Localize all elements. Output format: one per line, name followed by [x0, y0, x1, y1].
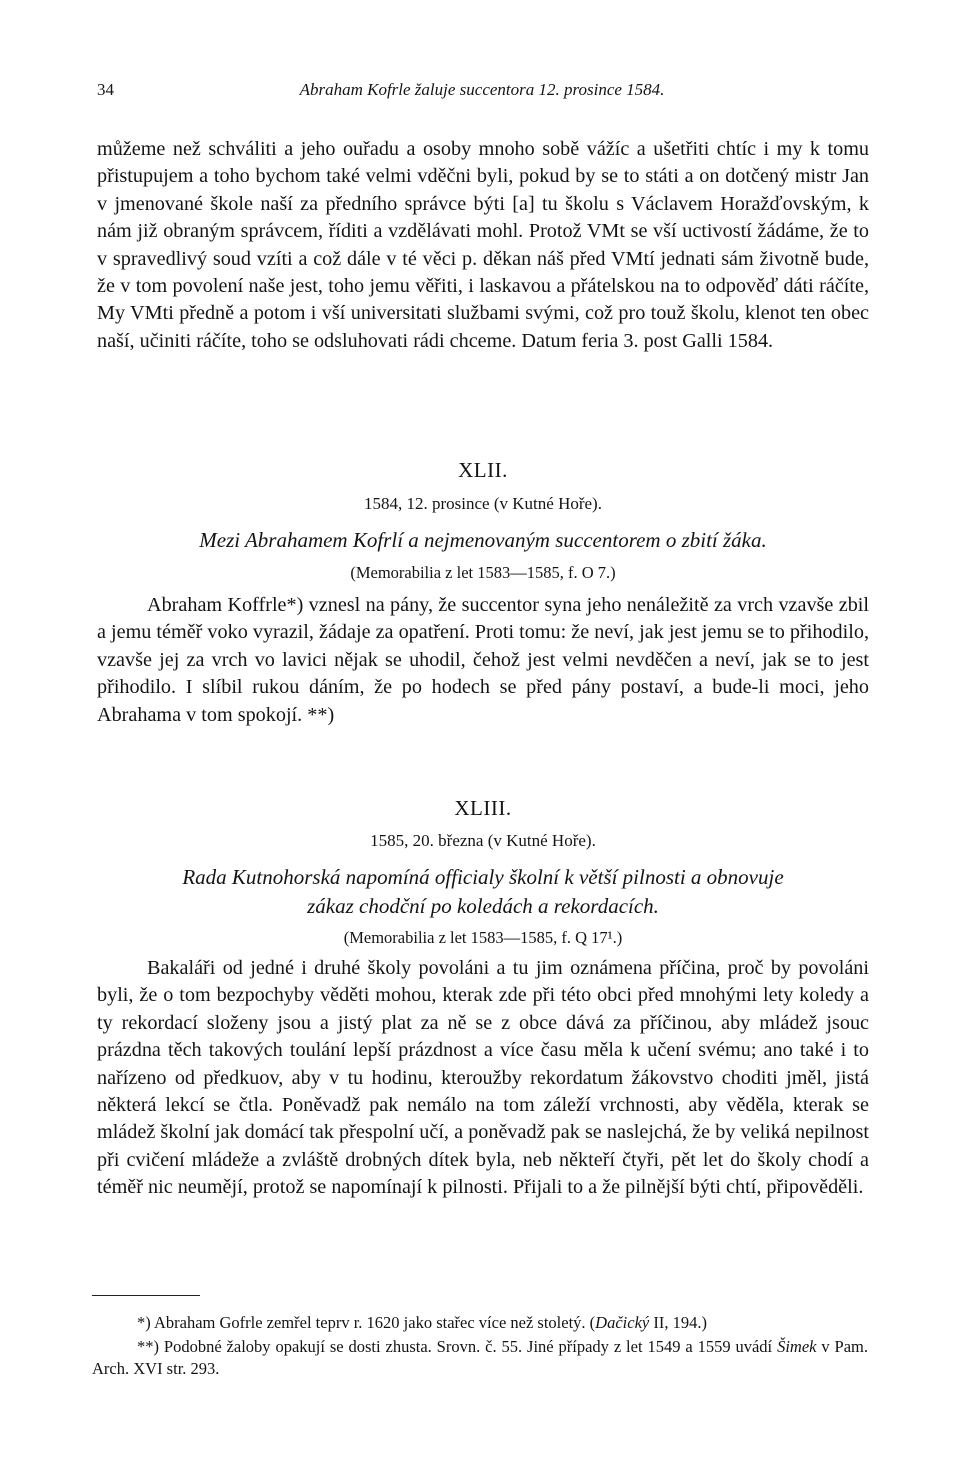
section-42-source: (Memorabilia z let 1583—1585, f. O 7.) [350, 563, 616, 582]
footnote-1-text: *) Abraham Gofrle zemřel teprv r. 1620 jako stařec více než stoletý. ( [137, 1313, 596, 1332]
section-43-source: (Memorabilia z let 1583—1585, f. Q 17¹.) [343, 928, 623, 947]
section-43-heading-line-1: Rada Kutnohorská napomíná officialy školní k větší pilnosti a obnovuje [182, 865, 784, 889]
section-43-numeral: XLIII. [454, 796, 512, 820]
footnote-2-italic: Šimek [777, 1337, 817, 1356]
continued-paragraph: můžeme než schváliti a jeho ouřadu a osoby mnoho sobě vážíc a ušetřiti chtíc i my k tomu přistupujem a toho bychom také velmi vděčni byli, pokud by se to státi a on dotčený mistr Jan v jmenované škole naší za předního správce býti [a] tu školu s Václavem Horažďovským, k nám již obraným správcem, říditi a vzdělávati mohl. Protož VMt se vší uctivostí žádáme, že to v spravedlivý soud vzíti a což dále v té věci p. děkan náš před VMtí jednati sám životně bude, že v tom povolení naše jest, toho jemu věřiti, i laskavou a přátelskou na to odpověď dáti ráčíte, My VMti předně a potom i vší universitati službami svými, což pro touž školu, klenot ten obec naší, učiniti ráčíte, toho se odsluhovati rádi chceme. Datum feria 3. post Galli 1584. [97, 138, 869, 352]
section-43-text: Bakaláři od jedné i druhé školy povoláni a tu jim oznámena příčina, proč by povoláni byli, že o tom bezpochyby věděti mohou, kterak zde při této obci před mnohými lety koledy a ty rekordací složeny jsou a jistý plat za ně se z obce dává za příčinou, aby mládež jsouc prázdna těch takových toulání lepší prázdnost a více času měla k učení svému; ano také i to nařízeno od předkuov, aby v tu hodinu, kteroužby rekordatum žákovstvo choditi jměl, jistá některá lekcí se čtla. Poněvadž pak nemálo na tom záleží vrchnosti, aby věděla, kterak se mládež školní jak domácí tak přespolní učí, a poněvadž pak se naslejchá, že by veliká nepilnost při cvičení mládeže a zvláště drobných dítek byla, neb někteří čtyři, pět let do školy chodí a téměř nic neumějí, protož se napomínají k pilnosti. Přijali to a že pilnější býti chtí, připověděli. [97, 957, 869, 1199]
page-header [97, 80, 867, 106]
footnote-1-italic: Dačický [595, 1313, 650, 1332]
section-43-date: 1585, 20. března (v Kutné Hoře). [370, 831, 596, 850]
footnote-2-text-end: v Pam. Arch. XVI str. 293. [92, 1337, 868, 1378]
section-42-numeral: XLII. [458, 458, 508, 482]
footnote-2-text: **) Podobné žaloby opakují se dosti zhusta. Srovn. č. 55. Jiné případy z let 1549 a 1559 uvádí [137, 1337, 778, 1356]
footnote-separator [92, 1295, 200, 1296]
section-42-date: 1584, 12. prosince (v Kutné Hoře). [364, 494, 602, 513]
section-42-text: Abraham Koffrle*) vznesl na pány, že succentor syna jeho nenáležitě za vrch vzavše zbil a jemu téměř voko vyrazil, žádaje za opatření. Proti tomu: že neví, jak jest jemu se to přihodilo, vzavše jej za vrch vo lavici nějak se uhodil, čehož jest velmi nevděčen a neví, jak se to jest přihodilo. I slíbil rukou dáním, že po hodech se před pány postaví, a bude-li moci, jeho Abrahama v tom spokojí. **) [97, 594, 869, 726]
section-43-heading-line-2: zákaz chodční po koledách a rekordacích. [307, 894, 659, 918]
footnote-1-text-end: II, 194.) [649, 1313, 707, 1332]
footnote-2 [92, 1336, 868, 1380]
running-title: Abraham Kofrle žaluje succentora 12. prosince 1584. [299, 80, 665, 99]
section-42-heading: Mezi Abrahamem Kofrlí a nejmenovaným succentorem o zbití žáka. [199, 528, 767, 552]
footnote-1 [92, 1312, 868, 1334]
page-number: 34 [97, 80, 114, 99]
